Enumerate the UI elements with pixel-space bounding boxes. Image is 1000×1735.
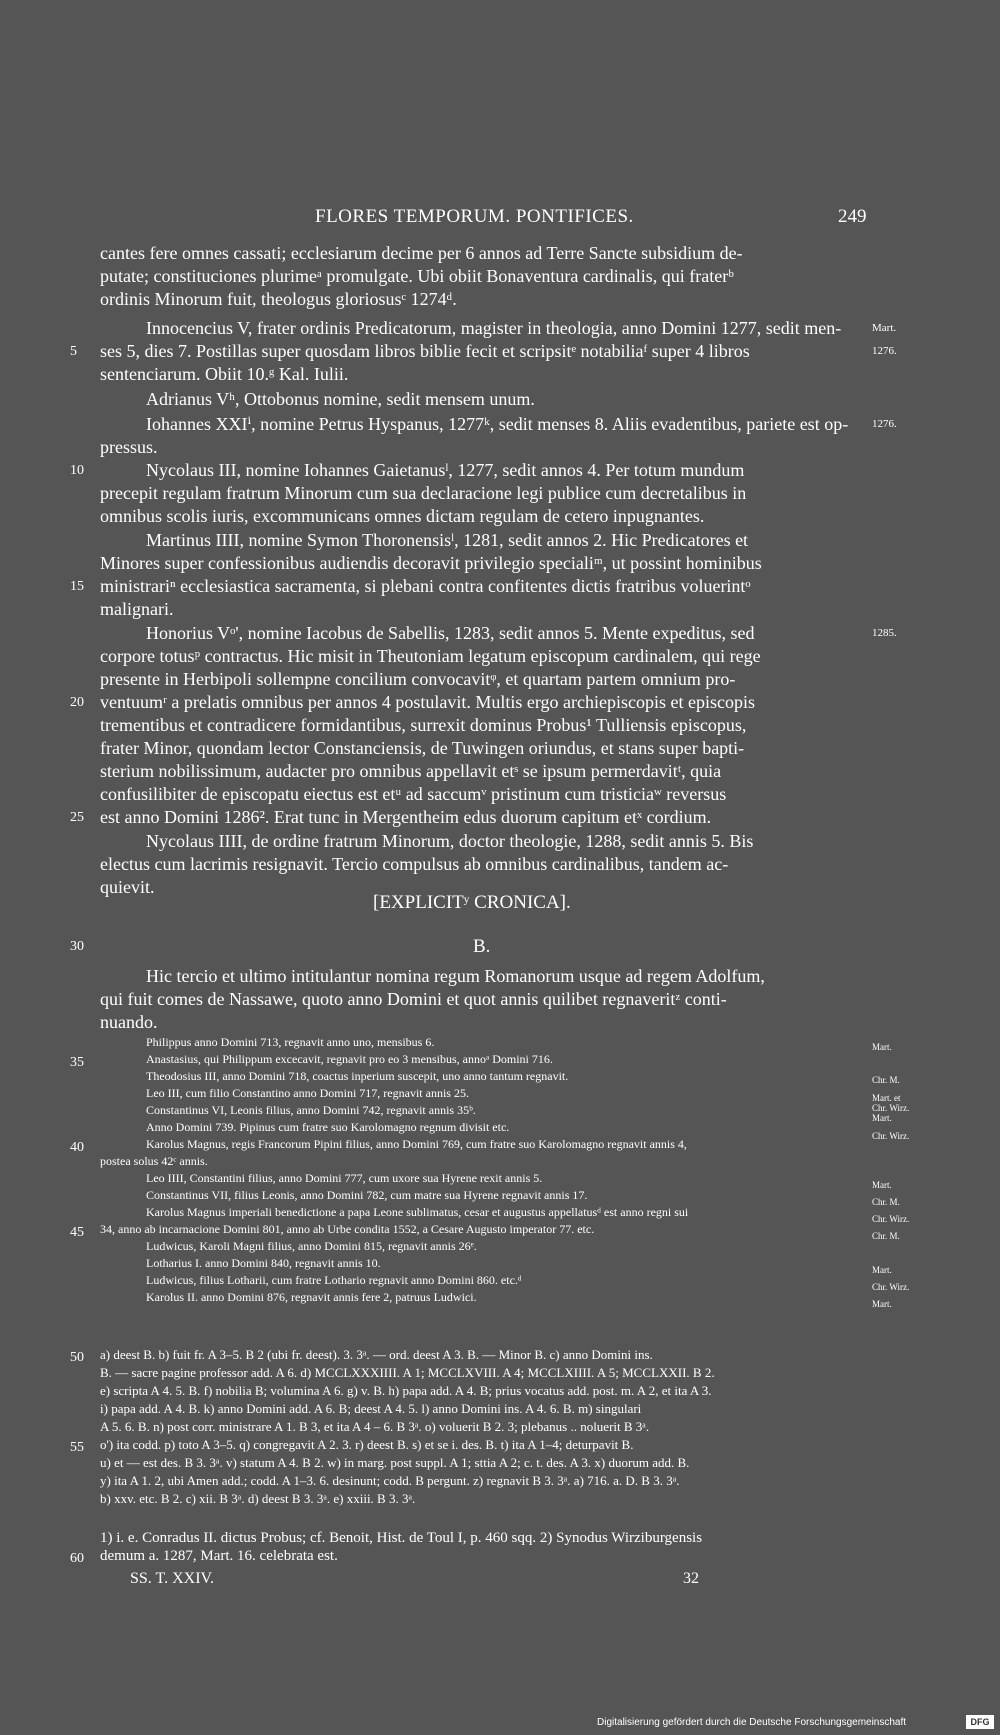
text-line: presente in Herbipoli sollempne concilium convocavitᵠ, et quartam partem omnium pro- [100,669,736,689]
line-number: 55 [70,1440,84,1455]
variant-note-line: e) scripta A 4. 5. B. f) nobilia B; volumina A 6. g) v. B. h) papa add. A 4. B; prius vocatus add. post. m. A 2, et ita A 3. [100,1383,712,1398]
regnal-line: Ludwicus, filius Lotharii, cum fratre Lothario regnavit anno Domini 860. etc.ᵈ [146,1273,522,1287]
margin-note: Chr. Wirz. [872,1214,910,1224]
margin-note: Chr. M. [872,1231,900,1241]
variant-note-line: i) papa add. A 4. B. k) anno Domini add. A 6. B; deest A 4. 5. l) anno Domini ins. A 4. 6. B. m) singulari [100,1401,642,1416]
margin-note: Mart. [872,1113,892,1123]
section-b-heading: B. [473,936,491,957]
margin-note: Mart. [872,1265,892,1275]
text-line: Iohannes XXIⁱ, nomine Petrus Hyspanus, 1277ᵏ, sedit menses 8. Aliis evadentibus, pariete est op- [146,414,849,434]
variant-note-line: B. — sacre pagine professor add. A 6. d) MCCLXXXIIII. A 1; MCCLXVIII. A 4; MCCLXIIII. A 5; MCCLXXII. B 2. [100,1365,715,1380]
text-line: Minores super confessionibus audiendis decoravit privilegio specialiᵐ, ut possint hominibus [100,553,762,573]
text-line: putate; constituciones plurimeᵃ promulgate. Ubi obiit Bonaventura cardinalis, qui fraterᵇ [100,266,734,286]
text-line: Martinus IIII, nomine Symon Thoronensisˡ, 1281, sedit annos 2. Hic Predicatores et [146,530,749,550]
text-line: Adrianus Vʰ, Ottobonus nomine, sedit mensem unum. [146,389,535,409]
text-line: corpore totusᵖ contractus. Hic misit in Theutoniam legatum episcopum cardinalem, qui rege [100,646,761,666]
variant-note-line: A 5. 6. B. n) post corr. ministrare A 1. B 3, et ita A 4 – 6. B 3ᵃ. o) voluerit B 2. 3; plebanus .. noluerit B 3ᵃ. [100,1419,650,1434]
regnal-line: Karolus II. anno Domini 876, regnavit annis fere 2, patruus Ludwici. [146,1290,477,1304]
variant-note-line: y) ita A 1. 2, ubi Amen add.; codd. A 1–3. 6. desinunt; codd. B pergunt. z) regnavit B 3. 3ᵃ. a) 716. a. D. B 3. 3ᵃ. [100,1473,680,1488]
regnal-line: Ludwicus, Karoli Magni filius, anno Domini 815, regnavit annis 26ᵉ. [146,1239,477,1253]
line-number: 25 [70,810,84,825]
margin-note: Mart. et [872,1093,901,1103]
margin-note: Chr. M. [872,1075,900,1085]
line-number: 45 [70,1225,84,1240]
line-number: 20 [70,695,84,710]
margin-note: Chr. Wirz. [872,1131,910,1141]
text-line: sentenciarum. Obiit 10.ᵍ Kal. Iulii. [100,364,349,384]
margin-note: 1276. [872,418,897,430]
text-line: est anno Domini 1286². Erat tunc in Mergentheim edus duorum capitum etˣ cordium. [100,807,712,827]
variant-note-line: u) et — est des. B 3. 3ᵃ. v) statum A 4. B 2. w) in marg. post suppl. A 1; sttia A 2; c. t. des. A 3. x) duorum add. B. [100,1455,690,1470]
text-line: trementibus et contradicere formidantibus, surrexit dominus Probus¹ Tulliensis episcopus, [100,715,747,735]
text-line: nuando. [100,1012,158,1032]
regnal-line: Leo III, cum filio Constantino anno Domini 717, regnavit annis 25. [146,1086,469,1100]
line-number: 15 [70,579,84,594]
margin-note: Chr. M. [872,1197,900,1207]
variant-note-line: b) xxv. etc. B 2. c) xii. B 3ᵃ. d) deest B 3. 3ᵃ. e) xxiii. B 3. 3ᵃ. [100,1491,416,1506]
explicit-heading: [EXPLICITʸ CRONICA]. [373,892,571,913]
text-line: Nycolaus III, nomine Iohannes Gaietanusˡ, 1277, sedit annos 4. Per totum mundum [146,460,745,480]
line-number: 30 [70,939,84,954]
margin-note: Chr. Wirz. [872,1282,910,1292]
line-number: 10 [70,463,84,478]
footnote-line: 1) i. e. Conradus II. dictus Probus; cf. Benoit, Hist. de Toul I, p. 460 sqq. 2) Synodus Wirziburgensis [100,1530,703,1546]
text-line: Honorius Vᵒ', nomine Iacobus de Sabellis, 1283, sedit annos 5. Mente expeditus, sed [146,623,755,643]
line-number: 50 [70,1350,84,1365]
running-title: FLORES TEMPORUM. PONTIFICES. [315,206,634,227]
regnal-line: 34, anno ab incarnacione Domini 801, anno ab Urbe condita 1552, a Cesare Augusto imperator 77. etc. [100,1222,595,1236]
margin-note: Mart. [872,1042,892,1052]
text-line: Hic tercio et ultimo intitulantur nomina regum Romanorum usque ad regem Adolfum, [146,966,765,986]
text-line: ses 5, dies 7. Postillas super quosdam libros biblie fecit et scripsitᵉ notabiliaᶠ super 4 libros [100,341,750,361]
margin-note: 1276. [872,345,897,357]
regnal-line: Karolus Magnus imperiali benedictione a papa Leone sublimatus, cesar et augustus appellatusᵈ est anno regni sui [146,1205,689,1219]
text-line: precepit regulam fratrum Minorum cum sua declaracione legi publice cum decretalibus in [100,483,747,503]
text-line: sterium nobilissimum, audacter pro omnibus appellavit etˢ se ipsum permerdavitᵗ, quia [100,761,722,781]
text-line: pressus. [100,437,158,457]
regnal-line: Anno Domini 739. Pipinus cum fratre suo Karolomagno regnum divisit etc. [146,1120,510,1134]
regnal-line: Philippus anno Domini 713, regnavit anno uno, mensibus 6. [146,1035,435,1049]
text-line: frater Minor, quondam lector Constanciensis, de Tuwingen oriundus, et stans super bapti- [100,738,745,758]
text-line: confusilibiter de episcopatu eiectus est etᵘ ad saccumᵛ pristinum cum tristiciaʷ reversus [100,784,727,804]
line-number: 60 [70,1551,84,1566]
line-number: 35 [70,1055,84,1070]
regnal-line: Theodosius III, anno Domini 718, coactus inperium suscepit, uno anno tantum regnavit. [146,1069,569,1083]
footnote-line: demum a. 1287, Mart. 16. celebrata est. [100,1548,338,1564]
text-line: Innocencius V, frater ordinis Predicatorum, magister in theologia, anno Domini 1277, sedit men- [146,318,842,338]
margin-note: Mart. [872,1299,892,1309]
variant-note-line: a) deest B. b) fuit fr. A 3–5. B 2 (ubi fr. deest). 3. 3ᵃ. — ord. deest A 3. B. — Minor B. c) anno Domini ins. [100,1347,653,1362]
regnal-line: Anastasius, qui Philippum excecavit, regnavit pro eo 3 mensibus, annoᵃ Domini 716. [146,1052,553,1066]
text-line: Nycolaus IIII, de ordine fratrum Minorum, doctor theologie, 1288, sedit annis 5. Bis [146,831,754,851]
margin-note: Mart. [872,322,897,334]
text-line: ministrariⁿ ecclesiastica sacramenta, si plebani contra confitentes dictis fratribus voluerintᵒ [100,576,751,596]
margin-note: 1285. [872,627,897,639]
text-line: ordinis Minorum fuit, theologus gloriosusᶜ 1274ᵈ. [100,289,457,309]
margin-note: Chr. Wirz. [872,1103,910,1113]
text-line: omnibus scolis iuris, excommunicans omnes dictam regulam de cetero inpugnantes. [100,506,705,526]
line-number: 5 [70,344,77,359]
signature-left: SS. T. XXIV. [130,1570,215,1587]
digitization-credit: Digitalisierung gefördert durch die Deutsche Forschungsgemeinschaft [597,1717,907,1728]
variant-note-line: o') ita codd. p) toto A 3–5. q) congregavit A 2. 3. r) deest B. s) et se i. des. B. t) ita A 1–4; deturpavit B. [100,1437,634,1452]
line-number: 40 [70,1140,84,1155]
dfg-logo: DFG [966,1715,994,1729]
regnal-line: postea solus 42ᶜ annis. [100,1154,208,1168]
regnal-line: Constantinus VI, Leonis filius, anno Domini 742, regnavit annis 35ᵇ. [146,1103,476,1117]
margin-note: Mart. [872,1180,892,1190]
page-number: 249 [838,206,867,227]
regnal-line: Lotharius I. anno Domini 840, regnavit annis 10. [146,1256,381,1270]
text-line: qui fuit comes de Nassawe, quoto anno Domini et quot annis quilibet regnaveritᶻ conti- [100,989,727,1009]
regnal-line: Karolus Magnus, regis Francorum Pipini filius, anno Domini 769, cum fratre suo Karolomagno regnavit annis 4, [146,1137,687,1151]
regnal-line: Leo IIII, Constantini filius, anno Domini 777, cum uxore sua Hyrene rexit annis 5. [146,1171,543,1185]
text-line: quievit. [100,877,155,897]
text-line: ventuumʳ a prelatis omnibus per annos 4 postulavit. Multis ergo archiepiscopis et episcopis [100,692,755,712]
signature-number: 32 [683,1570,699,1587]
text-line: malignari. [100,599,174,619]
regnal-line: Constantinus VII, filius Leonis, anno Domini 782, cum matre sua Hyrene regnavit annis 17. [146,1188,588,1202]
text-line: cantes fere omnes cassati; ecclesiarum decime per 6 annos ad Terre Sancte subsidium de- [100,243,743,263]
text-line: electus cum lacrimis resignavit. Tercio compulsus ab omnibus cardinalibus, tandem ac- [100,854,729,874]
